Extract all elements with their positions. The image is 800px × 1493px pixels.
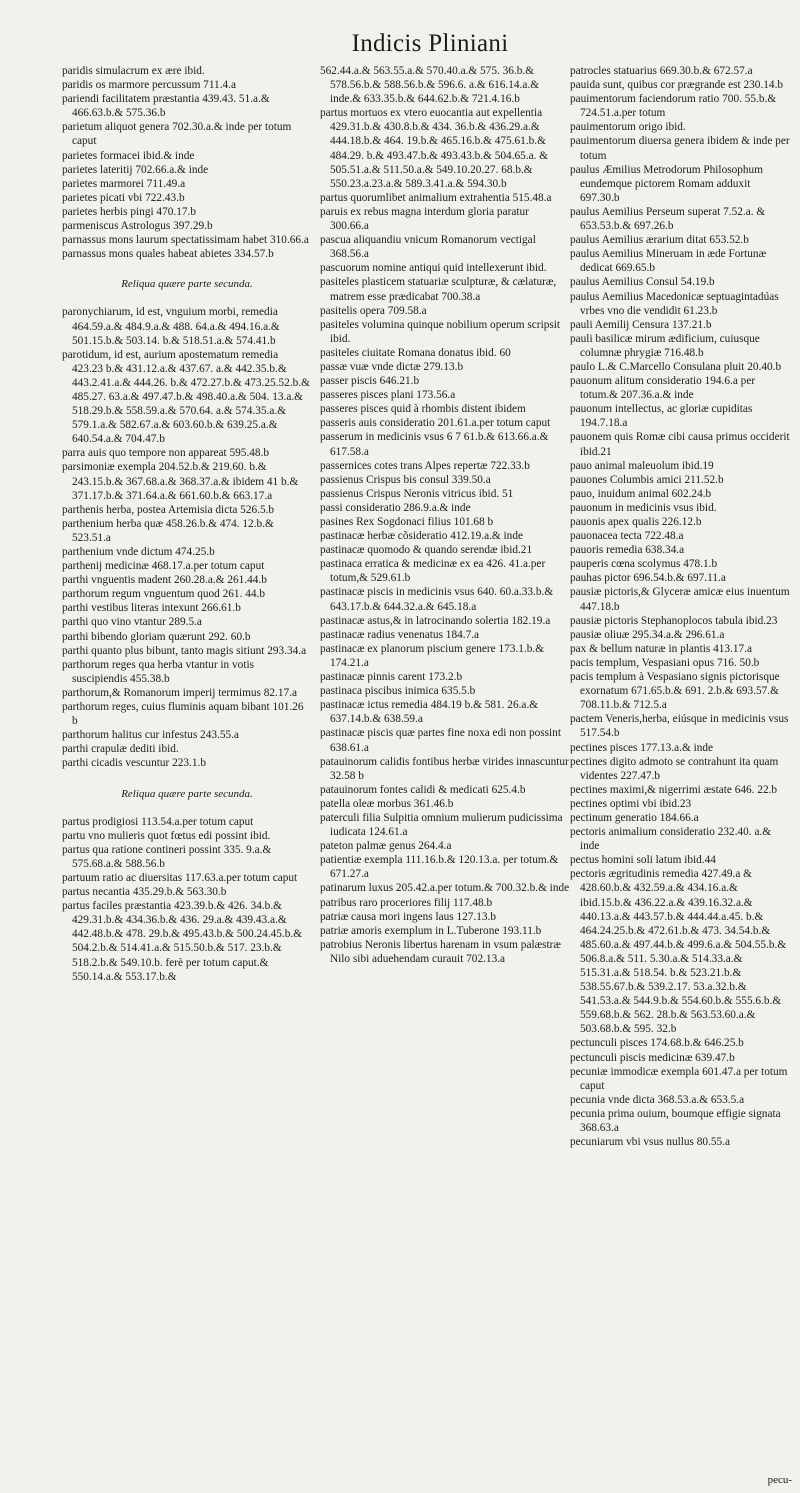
- index-entry: paruis ex rebus magna interdum gloria paratur 300.66.a: [320, 205, 529, 233]
- index-entry: pauimentorum faciendorum ratio 700. 55.b.& 724.51.a.per totum: [570, 93, 777, 120]
- index-entry: pastinacæ radius venenatus 184.7.a: [320, 628, 480, 641]
- index-entry: parietes picati vbi 722.43.b: [62, 191, 185, 204]
- index-entry: parietes lateritij 702.66.a.& inde: [62, 163, 209, 176]
- index-entry: paterculi filia Sulpitia omnium mulierum pudicissima iudicata 124.61.a: [320, 811, 563, 839]
- index-entry: patella oleæ morbus 361.46.b: [320, 797, 454, 810]
- index-entry: pauhas pictor 696.54.b.& 697.11.a: [570, 572, 726, 585]
- index-entry: partus necantia 435.29.b.& 563.30.b: [62, 886, 227, 899]
- index-entry: pasiteles volumina quinque nobilium operum scripsit ibid.: [320, 318, 561, 345]
- index-entry: parthorum halitus cur infestus 243.55.a: [62, 729, 239, 742]
- index-entry: pauo, inuidum animal 602.24.b: [570, 487, 712, 500]
- index-entry: pastinacæ herbæ cõsideratio 412.19.a.& inde: [320, 530, 523, 543]
- index-entry: parthi cicadis vescuntur 223.1.b: [62, 757, 206, 770]
- index-entry: parsimoniæ exempla 204.52.b.& 219.60. b.& 243.15.b.& 367.68.a.& 368.37.a.& ibidem 41 b.& 371.17.b.& 371.64.a.& 661.60.b.& 663.17.a: [62, 461, 299, 502]
- index-entry: parthorum reges qua herba vtantur in votis suscipiendis 455.38.b: [62, 658, 254, 685]
- index-entry: pausiæ pictoris Stephanoplocos tabula ibid.23: [570, 614, 778, 627]
- index-entry: parthi vnguentis madent 260.28.a.& 261.44.b: [62, 574, 267, 587]
- index-entry: pectus homini soli latum ibid.44: [570, 854, 716, 867]
- index-entry: patientiæ exempla 111.16.b.& 120.13.a. per totum.& 671.27.a: [320, 854, 559, 881]
- index-entry: pax & bellum naturæ in plantis 413.17.a: [570, 642, 752, 655]
- index-entry: partus prodigiosi 113.54.a.per totum caput: [62, 815, 254, 828]
- index-entry: parthi crapulæ dediti ibid.: [62, 743, 179, 756]
- index-entry: paulus Aemilius Macedonicæ septuagintadúas vrbes vno die vendidit 61.23.b: [570, 290, 779, 317]
- index-entry: pasines Rex Sogdonaci filius 101.68 b: [320, 516, 494, 528]
- index-entry: parthi vestibus literas intexunt 266.61.b: [62, 602, 241, 615]
- index-entry: parthorum regum vnguentum quod 261. 44.b: [62, 588, 266, 601]
- index-entry: pacis templum, Vespasiani opus 716. 50.b: [570, 656, 760, 669]
- index-entry: pectines digito admoto se contrahunt ita quam videntes 227.47.b: [570, 755, 779, 782]
- index-entry: patriæ causa mori ingens laus 127.13.b: [320, 910, 497, 923]
- index-entry: partus faciles præstantia 423.39.b.& 426. 34.b.& 429.31.b.& 434.36.b.& 436. 29.a.& 439.43.a.& 442.48.b.& 478. 29.b.& 495.43.b.& 500.24.45.b.& 504.2.b.& 514.41.a.& 515.50.b.& 517. 23.b.& 518.2.b.& 549.10.b. ferè per totum caput.& 550.14.a.& 553.17.b.&: [62, 900, 303, 983]
- index-entry: parietes herbis pingi 470.17.b: [62, 205, 196, 218]
- index-entry: pasitelis opera 709.58.a: [320, 304, 427, 317]
- index-entry: pectinum generatio 184.66.a: [570, 811, 699, 824]
- index-entry: passer piscis 646.21.b: [320, 375, 420, 388]
- index-entry: pauonem quis Romæ cibi causa primus occiderit ibid.21: [570, 431, 790, 458]
- index-entry: pascuorum nomine antiqui quid intellexerunt ibid.: [320, 262, 547, 275]
- index-entry: pectunculi piscis medicinæ 639.47.b: [570, 1051, 735, 1064]
- index-entry: passi consideratio 286.9.a.& inde: [320, 501, 471, 514]
- running-header: [0, 30, 800, 58]
- index-entry: passerum in medicinis vsus 6 7 61.b.& 613.66.a.& 617.58.a: [320, 431, 549, 458]
- index-column-right: [570, 64, 792, 1149]
- index-entry: parthorum reges, cuius fluminis aquam bibant 101.26 b: [62, 701, 304, 728]
- index-entry: parietes marmorei 711.49.a: [62, 177, 186, 190]
- index-entry: partu vno mulieris quot fœtus edi possint ibid.: [62, 829, 271, 842]
- index-entry: pastinacæ piscis in medicinis vsus 640. 60.a.33.b.& 643.17.b.& 644.32.a.& 645.18.a: [320, 586, 554, 613]
- index-entry: pecunia vnde dicta 368.53.a.& 653.5.a: [570, 1093, 745, 1106]
- index-entry: passernices cotes trans Alpes repertæ 722.33.b: [320, 459, 530, 472]
- index-entry: passæ vuæ vnde dictæ 279.13.b: [320, 360, 464, 373]
- index-entry: patrocles statuarius 669.30.b.& 672.57.a: [570, 65, 753, 77]
- index-entry: patriæ amoris exemplum in L.Tuberone 193.11.b: [320, 924, 542, 937]
- index-entry: paronychiarum, id est, vnguium morbi, remedia 464.59.a.& 484.9.a.& 488. 64.a.& 494.16.a.& 501.15.b.& 503.14. b.& 518.51.a.& 574.41.b: [62, 306, 280, 347]
- index-entry: parthi quo vino vtantur 289.5.a: [62, 616, 202, 629]
- index-entry: paulus Aemilius Perseum superat 7.52.a. & 653.53.b.& 697.26.b: [570, 205, 766, 233]
- index-entry: pectoris ægritudinis remedia 427.49.a & 428.60.b.& 432.59.a.& 434.16.a.& ibid.15.b.& 436.22.a.& 439.16.32.a.& 440.13.a.& 443.57.b.& 444.44.a.45. b.& 464.24.25.b.& 472.61.b.& 473. 34.54.b.& 485.60.a.& 497.44.b.& 499.6.a.& 504.55.b.& 506.8.a.& 511. 5.30.a.& 514.33.a.& 515.31.a.& 518.54. b.& 523.21.b.& 538.55.67.b.& 539.2.17. 53.a.32.b.& 541.53.a.& 544.9.b.& 554.60.b.& 555.6.b.& 559.68.b.& 562. 28.b.& 563.53.60.a.& 503.68.b.& 595. 32.b: [570, 868, 787, 1036]
- index-entry: parotidum, id est, aurium apostematum remedia 423.23 b.& 431.12.a.& 437.67. a.& 442.35.b.& 443.2.41.a.& 444.26. b.& 472.27.b.& 473.25.52.b.& 485.27. 63.a.& 497.47.b.& 498.40.a.& 504. 13.a.& 518.29.b.& 558.59.a.& 570.64. a.& 574.35.a.& 579.1.a.& 582.67.a.& 603.60.b.& 639.25.a.& 640.54.a.& 704.47.b: [62, 348, 310, 446]
- index-entry: parthenij medicinæ 468.17.a.per totum caput: [62, 560, 265, 573]
- index-entry: paridis os marmore percussum 711.4.a: [62, 79, 237, 92]
- index-entry: pariendi facilitatem præstantia 439.43. 51.a.& 466.63.b.& 575.36.b: [62, 93, 270, 120]
- index-entry: passeres pisces quid à rhombis distent ibidem: [320, 403, 526, 416]
- index-entry: passeris auis consideratio 201.61.a.per totum caput: [320, 417, 551, 430]
- index-entry: pauimentorum diuersa genera ibidem & inde per totum: [570, 135, 790, 162]
- index-entry: parthenium herba quæ 458.26.b.& 474. 12.b.& 523.51.a: [62, 517, 274, 544]
- index-entry: pauonacea tecta 722.48.a: [570, 530, 684, 543]
- index-entry: pauli Aemilij Censura 137.21.b: [570, 318, 712, 331]
- index-entry: passienus Crispus bis consul 339.50.a: [320, 473, 491, 486]
- index-entry: pastinacæ ex planorum piscium genere 173.1.b.& 174.21.a: [320, 642, 545, 669]
- index-column-left: [62, 64, 312, 984]
- index-entry: partuum ratio ac diuersitas 117.63.a.per totum caput: [62, 871, 298, 884]
- index-entry: pasiteles plasticem statuariæ sculpturæ, & cælaturæ, matrem esse prædicabat 700.38.a: [320, 276, 557, 303]
- index-entry: pactem Veneris,herba, eiúsque in medicinis vsus 517.54.b: [570, 713, 789, 740]
- index-entry: pecuniæ immodicæ exempla 601.47.a per totum caput: [570, 1065, 788, 1092]
- index-entry: patauinorum fontes calidi & medicati 625.4.b: [320, 783, 526, 796]
- index-entry: 562.44.a.& 563.55.a.& 570.40.a.& 575. 36.b.& 578.56.b.& 588.56.b.& 596.6. a.& 616.14.a.& inde.& 633.35.b.& 644.62.b.& 721.4.16.b: [320, 65, 539, 106]
- index-entry: patinarum luxus 205.42.a.per totum.& 700.32.b.& inde: [320, 882, 570, 895]
- index-entry: pectines maximi,& nigerrimi æstate 646. 22.b: [570, 783, 778, 796]
- index-entry: passienus Crispus Neronis vitricus ibid. 51: [320, 487, 514, 500]
- index-entry: passeres pisces plani 173.56.a: [320, 389, 456, 402]
- index-entry: pausiæ pictoris,& Glyceræ amicæ eius inuentum 447.18.b: [570, 586, 790, 613]
- index-entry: pectines optimi vbi ibid.23: [570, 797, 692, 810]
- index-entry: patrobius Neronis libertus harenam in vsum palæstræ Nilo sibi aduehendam curauit 702.13.a: [320, 938, 561, 965]
- page-title: Indicis Pliniani: [351, 30, 509, 57]
- index-entry: paulo L.& C.Marcello Consulana pluit 20.40.b: [570, 360, 782, 373]
- index-entry: pastinacæ pinnis carent 173.2.b: [320, 671, 463, 684]
- index-entry: parietum aliquot genera 702.30.a.& inde per totum caput: [62, 121, 292, 148]
- index-entry: pauo animal maleuolum ibid.19: [570, 459, 714, 472]
- index-entry: pausiæ oliuæ 295.34.a.& 296.61.a: [570, 628, 725, 641]
- index-entry: partus quorumlibet animalium extrahentia 515.48.a: [320, 191, 552, 204]
- index-entry: pauonis apex qualis 226.12.b: [570, 516, 702, 528]
- index-entry: pastinacæ astus,& in latrocinando solertia 182.19.a: [320, 614, 551, 627]
- catchword: pecu-: [767, 1474, 792, 1486]
- index-entry: parra auis quo tempore non appareat 595.48.b: [62, 447, 270, 460]
- index-entry: parnassus mons quales habeat abietes 334.57.b: [62, 248, 274, 261]
- index-entry: parthenium vnde dictum 474.25.b: [62, 546, 215, 558]
- index-entry: pauoris remedia 638.34.a: [570, 544, 685, 557]
- index-entry: pastinacæ quomodo & quando serendæ ibid.21: [320, 544, 533, 557]
- index-entry: partus qua ratione contineri possint 335. 9.a.& 575.68.a.& 588.56.b: [62, 843, 272, 870]
- index-entry: pauonum alitum consideratio 194.6.a per totum.& 207.36.a.& inde: [570, 375, 756, 402]
- index-entry: pectunculi pisces 174.68.b.& 646.25.b: [570, 1037, 744, 1050]
- index-entry: parietes formacei ibid.& inde: [62, 149, 195, 162]
- index-entry: pauimentorum origo ibid.: [570, 121, 686, 134]
- index-entry: pauones Columbis amici 211.52.b: [570, 473, 724, 486]
- section-note: Reliqua quære parte secunda.: [121, 787, 253, 800]
- index-entry: pacis templum à Vespasiano signis pictorisque exornatum 671.65.b.& 691. 2.b.& 693.57.& 708.11.b.& 712.5.a: [570, 671, 780, 712]
- index-entry: paulus Aemilius Consul 54.19.b: [570, 276, 715, 289]
- index-entry: pauida sunt, quibus cor prægrande est 230.14.b: [570, 79, 784, 92]
- index-entry: pascua aliquandiu vnicum Romanorum vectigal 368.56.a: [320, 234, 536, 261]
- index-entry: pauperis cœna scolymus 478.1.b: [570, 558, 718, 571]
- index-entry: pectines pisces 177.13.a.& inde: [570, 741, 714, 754]
- index-entry: paulus Æmilius Metrodorum Philosophum eundemque pictorem Romam adduxit 697.30.b: [570, 163, 763, 204]
- index-entry: parnassus mons laurum spectatissimam habet 310.66.a: [62, 234, 309, 247]
- index-entry: patribus raro proceriores filij 117.48.b: [320, 896, 493, 909]
- index-entry: pateton palmæ genus 264.4.a: [320, 840, 452, 853]
- index-entry: paridis simulacrum ex ære ibid.: [62, 65, 205, 77]
- index-entry: pastinaca erratica & medicinæ ex ea 426. 41.a.per totum,& 529.61.b: [320, 558, 546, 585]
- index-entry: parthenis herba, postea Artemisia dicta 526.5.b: [62, 503, 275, 516]
- index-entry: parthi bibendo gloriam quærunt 292. 60.b: [62, 630, 251, 643]
- index-entry: partus mortuos ex vtero euocantia aut expellentia 429.31.b.& 430.8.b.& 434. 36.b.& 436.29.a.& 444.18.b.& 464. 19.b.& 465.16.b.& 475.61.b.& 484.29. b.& 493.47.b.& 493.43.b.& 504.65.a. & 505.51.a.& 511.50.a.& 549.10.20.27. 68.b.& 550.23.a.23.a.& 589.3.41.a.& 594.30.b: [320, 107, 549, 190]
- index-entry: pecunia prima ouium, boumque effigie signata 368.63.a: [570, 1107, 781, 1135]
- index-entry: pauonum intellectus, ac gloriæ cupiditas 194.7.18.a: [570, 403, 753, 430]
- index-entry: parthi quanto plus bibunt, tanto magis sitiunt 293.34.a: [62, 644, 307, 657]
- index-entry: paulus Aemilius ærarium ditat 653.52.b: [570, 234, 749, 247]
- index-entry: pauonum in medicinis vsus ibid.: [570, 501, 717, 514]
- index-entry: pasiteles ciuitate Romana donatus ibid. 60: [320, 346, 511, 359]
- index-entry: pastinacæ ictus remedia 484.19 b.& 581. 26.a.& 637.14.b.& 638.59.a: [320, 699, 539, 726]
- section-note: Reliqua quære parte secunda.: [121, 278, 253, 291]
- index-entry: pastinacæ piscis quæ partes fine noxa edi non possint 638.61.a: [320, 727, 561, 754]
- index-entry: pauli basilicæ mirum ædificium, cuiusque columnæ phrygiæ 716.48.b: [570, 332, 760, 359]
- index-entry: paulus Aemilius Mineruam in æde Fortunæ dedicat 669.65.b: [570, 248, 767, 275]
- index-entry: parthorum,& Romanorum imperij termimus 82.17.a: [62, 686, 298, 699]
- index-entry: parmeniscus Astrologus 397.29.b: [62, 220, 213, 233]
- index-entry: patauinorum calidis fontibus herbæ virides innascuntur 32.58 b: [320, 755, 569, 782]
- index-column-middle: [320, 64, 570, 966]
- index-entry: pectoris animalium consideratio 232.40. a.& inde: [570, 826, 772, 853]
- index-entry: pastinaca piscibus inimica 635.5.b: [320, 685, 476, 698]
- index-entry: pecuniarum vbi vsus nullus 80.55.a: [570, 1136, 731, 1149]
